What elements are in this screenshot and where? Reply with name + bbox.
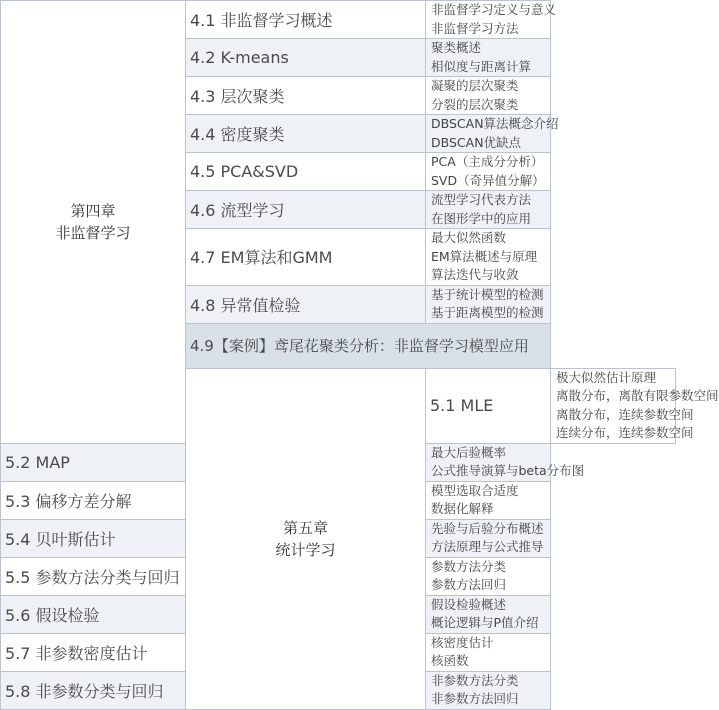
section-title: 4.7 EM算法和GMM: [186, 229, 426, 286]
table-row: [1, 1, 676, 39]
topic-item: DBSCAN算法概念介绍: [431, 116, 559, 131]
topic-item: 非参数方法回归: [431, 691, 519, 706]
topic-item: 连续分布，连续参数空间: [556, 425, 694, 440]
section-topics: [426, 229, 551, 286]
chapter-cell: [1, 1, 186, 444]
case-study-title: 4.9【案例】鸢尾花聚类分析：非监督学习模型应用: [186, 323, 551, 368]
section-title: 4.1 非监督学习概述: [186, 1, 426, 39]
section-topics: [426, 481, 551, 519]
topic-item: 核密度估计: [431, 634, 494, 650]
topic-item: 基于距离模型的检测: [431, 305, 544, 320]
topic-item: 最大似然函数: [431, 230, 507, 245]
section-title: 5.2 MAP: [1, 443, 186, 481]
section-topics: [551, 368, 719, 443]
section-title: 4.4 密度聚类: [186, 115, 426, 153]
chapter-name: 统计学习: [275, 540, 336, 559]
chapter-name: 非监督学习: [55, 223, 131, 242]
chapter-number: 第五章: [282, 518, 328, 537]
topic-item: 数据化解释: [431, 501, 494, 516]
section-topics: [426, 39, 551, 77]
topic-item: 基于统计模型的检测: [431, 286, 544, 302]
topic-item: 假设检验概述: [431, 596, 507, 612]
section-title: 5.5 参数方法分类与回归: [1, 557, 186, 595]
section-topics: [426, 671, 551, 709]
topic-item: 离散分布，连续参数空间: [556, 406, 694, 422]
topic-item: 非监督学习定义与意义: [431, 2, 557, 17]
section-topics: [426, 519, 551, 557]
section-title: 4.6 流型学习: [186, 191, 426, 229]
topic-item: 参数方法回归: [431, 577, 507, 592]
section-title: 5.1 MLE: [426, 368, 551, 443]
section-topics: [426, 1, 557, 39]
topic-item: 流型学习代表方法: [431, 192, 532, 207]
section-topics: [426, 191, 551, 229]
topic-item: 离散分布，离散有限参数空间: [556, 388, 719, 403]
section-title: 5.7 非参数密度估计: [1, 633, 186, 671]
topic-item: 概论逻辑与P值介绍: [431, 615, 539, 630]
topic-item: 凝聚的层次聚类: [431, 78, 519, 93]
topic-item: PCA（主成分分析）: [431, 154, 544, 169]
section-title: 4.8 异常值检验: [186, 285, 426, 323]
section-topics: [426, 285, 551, 323]
topic-item: 非监督学习方法: [431, 20, 519, 36]
section-topics: [426, 77, 551, 115]
topic-item: 核函数: [431, 653, 469, 668]
section-topics: [426, 557, 551, 595]
section-title: 4.3 层次聚类: [186, 77, 426, 115]
topic-item: SVD（奇异值分解）: [431, 172, 545, 188]
chapter-number: 第四章: [70, 201, 116, 220]
topic-item: 非参数方法分类: [431, 672, 519, 688]
section-title: 5.6 假设检验: [1, 595, 186, 633]
section-topics: [426, 595, 551, 633]
topic-item: 算法迭代与收敛: [431, 267, 519, 282]
topic-item: 聚类概述: [431, 40, 482, 55]
section-title: 5.3 偏移方差分解: [1, 481, 186, 519]
chapter-cell: [186, 368, 426, 709]
topic-item: EM算法概述与原理: [431, 248, 538, 264]
topic-item: DBSCAN优缺点: [431, 134, 522, 150]
section-topics: [426, 443, 585, 481]
topic-item: 参数方法分类: [431, 558, 507, 574]
section-title: 5.4 贝叶斯估计: [1, 519, 186, 557]
section-title: 4.5 PCA&SVD: [186, 153, 426, 191]
topic-item: 最大后验概率: [431, 444, 507, 460]
section-topics: [426, 153, 551, 191]
topic-item: 模型选取合适度: [431, 482, 519, 498]
topic-item: 分裂的层次聚类: [431, 96, 519, 112]
topic-item: 相似度与距离计算: [431, 58, 532, 74]
section-topics: [426, 633, 551, 671]
topic-item: 公式推导演算与beta分布图: [431, 463, 585, 478]
topic-item: 先验与后验分布概述: [431, 520, 544, 536]
section-topics: [426, 115, 559, 153]
topic-item: 方法原理与公式推导: [431, 539, 544, 554]
topic-item: 在图形学中的应用: [431, 210, 532, 226]
topic-item: 极大似然估计原理: [556, 369, 657, 385]
section-title: 5.8 非参数分类与回归: [1, 671, 186, 709]
section-title: 4.2 K-means: [186, 39, 426, 77]
